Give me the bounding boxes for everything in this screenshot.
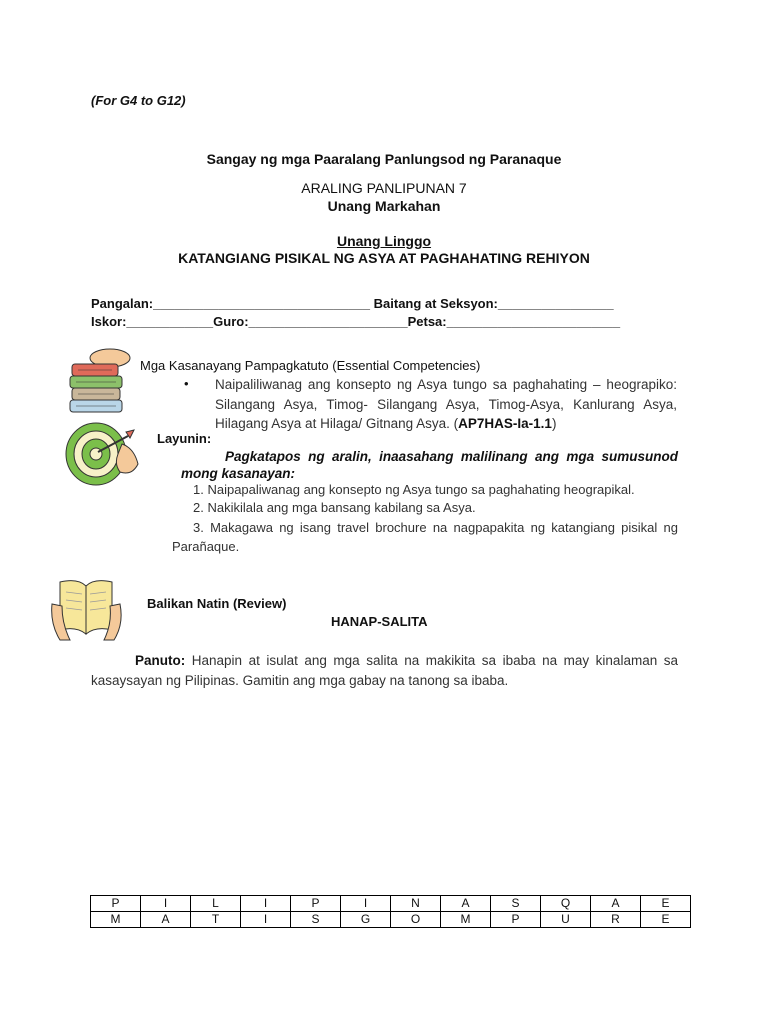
grid-cell: A: [591, 896, 641, 912]
quarter-title: Unang Markahan: [327, 198, 441, 214]
grid-cell: P: [291, 896, 341, 912]
grid-cell: U: [541, 912, 591, 928]
grid-cell: Q: [541, 896, 591, 912]
objective-item-1: 1. Naipapaliwanag ang konsepto ng Asya tungo sa paghahating heograpikal.: [193, 482, 635, 497]
grid-row: [91, 912, 691, 928]
grid-cell: M: [441, 912, 491, 928]
competencies-heading: Mga Kasanayang Pampagkatuto (Essential Competencies): [140, 358, 481, 373]
target-dart-icon: [62, 418, 142, 490]
grid-cell: M: [91, 912, 141, 928]
grid-row: [91, 896, 691, 912]
grid-cell: P: [491, 912, 541, 928]
grid-cell: A: [441, 896, 491, 912]
grid-cell: G: [341, 912, 391, 928]
form-line-name: Pangalan:______________________________ Baitang at Seksyon:________________: [91, 296, 614, 311]
open-book-reading-icon: [48, 574, 126, 644]
review-heading: Balikan Natin (Review): [147, 596, 287, 611]
bullet-icon: •: [184, 376, 189, 391]
activity-title: HANAP-SALITA: [331, 614, 428, 629]
form-line-score: Iskor:____________Guro:______________________Petsa:________________________: [91, 314, 621, 329]
objectives-intro: Pagkatapos ng aralin, inaasahang malilinang ang mga sumusunod mong kasanayan:: [181, 449, 678, 481]
grid-cell: S: [291, 912, 341, 928]
grid-cell: R: [591, 912, 641, 928]
division-title: Sangay ng mga Paaralang Panlungsod ng Paranaque: [206, 151, 562, 167]
subject-title: ARALING PANLIPUNAN 7: [301, 180, 467, 196]
grade-note: (For G4 to G12): [91, 93, 186, 108]
grid-cell: I: [141, 896, 191, 912]
topic-title: KATANGIANG PISIKAL NG ASYA AT PAGHAHATING REHIYON: [178, 250, 590, 266]
grid-cell: I: [241, 896, 291, 912]
grid-cell: E: [641, 896, 691, 912]
grid-cell: P: [91, 896, 141, 912]
grid-cell: I: [241, 912, 291, 928]
objective-item-3: 3. Makagawa ng isang travel brochure na nagpapakita ng katangiang pisikal ng Parañaque.: [172, 520, 678, 554]
week-title: Unang Linggo: [336, 233, 432, 249]
grid-cell: L: [191, 896, 241, 912]
grid-cell: T: [191, 912, 241, 928]
competency-item: Naipaliliwanag ang konsepto ng Asya tungo sa paghahating – heograpiko: Silangang Asya, Timog- Silangang Asya, Timog-Asya, Kanlurang Asya, Hilagang Asya at Hilaga/ Gitnang Asya. (AP7HAS-Ia-1.1): [215, 377, 677, 431]
grid-cell: S: [491, 896, 541, 912]
competency-code: AP7HAS-Ia-1.1: [458, 416, 552, 431]
objectives-heading: Layunin:: [157, 431, 212, 446]
objective-item-2: 2. Nakikilala ang mga bansang kabilang sa Asya.: [193, 500, 476, 515]
stack-of-books-icon: [64, 344, 138, 416]
word-search-grid: [90, 895, 691, 928]
grid-cell: E: [641, 912, 691, 928]
review-instructions: Panuto: Hanapin at isulat ang mga salita na makikita sa ibaba na may kinalaman sa kasaysayan ng Pilipinas. Gamitin ang mga gabay na tanong sa ibaba.: [91, 653, 678, 688]
grid-cell: A: [141, 912, 191, 928]
grid-cell: N: [391, 896, 441, 912]
grid-cell: I: [341, 896, 391, 912]
word-grid-table: [90, 895, 691, 928]
grid-cell: O: [391, 912, 441, 928]
instruction-label: Panuto:: [135, 653, 186, 668]
